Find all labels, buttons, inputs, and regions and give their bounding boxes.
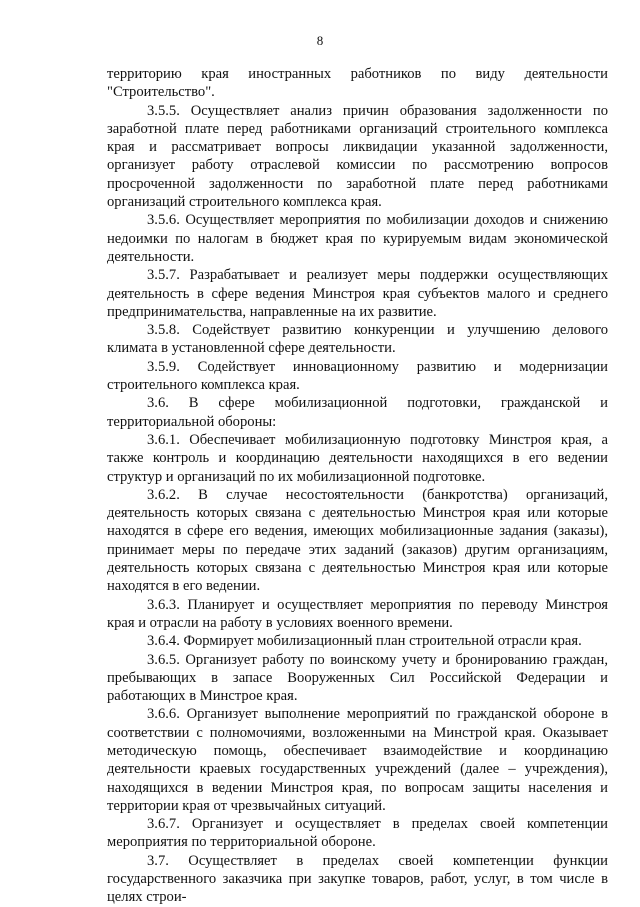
- paragraph-continuation: территорию края иностранных работников по виду деятельности "Строительство".: [107, 66, 608, 101]
- paragraph-3-5-7: 3.5.7. Разрабатывает и реализует меры поддержки осуществляющих деятельность в сфере ведения Минстроя края субъектов малого и среднего предпринимательства, направленные на их развитие.: [107, 267, 608, 320]
- paragraph-3-6-7: 3.6.7. Организует и осуществляет в пределах своей компетенции мероприятия по территориальной обороне.: [107, 816, 608, 851]
- paragraph-3-6-3: 3.6.3. Планирует и осуществляет мероприятия по переводу Минстроя края и отрасли на работу в условиях военного времени.: [107, 596, 608, 631]
- paragraph-3-6-6: 3.6.6. Организует выполнение мероприятий по гражданской обороне в соответствии с полномочиями, возложенными на Минстрой края. Оказывает методическую помощь, обеспечивает взаимодействие и координацию деятельности краевых государственных учреждений (далее – учреждения), находящихся в ведении Минстроя края, по вопросам защиты населения и территории края от чрезвычайных ситуаций.: [107, 706, 608, 814]
- paragraph-3-6-1: 3.6.1. Обеспечивает мобилизационную подготовку Минстроя края, а также контроль и координацию деятельности находящихся в его ведении структур и организаций по их мобилизационной подготовке.: [107, 431, 608, 485]
- paragraph-3-6: 3.6. В сфере мобилизационной подготовки, гражданской и территориальной обороны:: [107, 395, 608, 430]
- paragraph-3-5-8: 3.5.8. Содействует развитию конкуренции и улучшению делового климата в установленной сфере деятельности.: [107, 322, 608, 357]
- paragraph-3-6-2: 3.6.2. В случае несостоятельности (банкротства) организаций, деятельность которых связана с деятельностью Минстроя края или которые находятся в сфере его ведения, имеющих мобилизационные задания (заказы), принимает меры по передаче этих заданий (заказов) другим организациям, деятельность которых связана с деятельностью Минстроя края или которые находятся в его ведении.: [107, 486, 608, 595]
- paragraph-3-5-9: 3.5.9. Содействует инновационному развитию и модернизации строительного комплекса края.: [107, 358, 608, 394]
- document-body: [107, 65, 608, 907]
- paragraph-3-7: 3.7. Осуществляет в пределах своей компетенции функции государственного заказчика при закупке товаров, работ, услуг, в том числе в целях строи-: [107, 852, 608, 906]
- page-number: 8: [316, 33, 324, 48]
- paragraph-3-5-6: 3.5.6. Осуществляет мероприятия по мобилизации доходов и снижению недоимки по налогам в бюджет края по курируемым видам экономической деятельности.: [107, 212, 608, 265]
- paragraph-3-6-5: 3.6.5. Организует работу по воинскому учету и бронированию граждан, пребывающих в запасе Вооруженных Сил Российской Федерации и работающих в Минстрое края.: [107, 651, 608, 705]
- paragraph-3-6-4: 3.6.4. Формирует мобилизационный план строительной отрасли края.: [147, 633, 582, 650]
- paragraph-3-5-5: 3.5.5. Осуществляет анализ причин образования задолженности по заработной плате перед работниками организаций строительного комплекса края и рассматривает вопросы ликвидации указанной задолженности, организует работу отраслевой комиссии по рассмотрению вопросов просроченной задолженности по заработной плате перед работниками организаций строительного комплекса края.: [107, 102, 608, 211]
